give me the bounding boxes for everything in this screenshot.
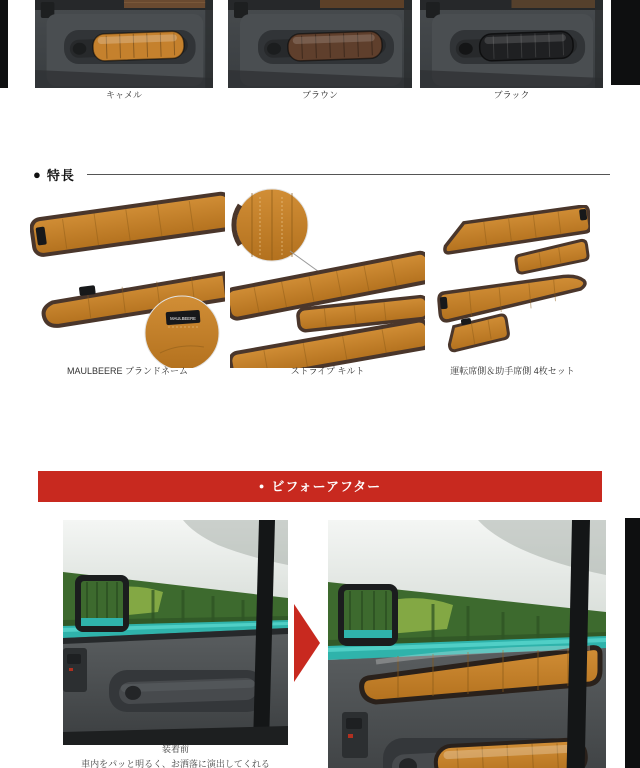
color-label-brown: ブラウン — [301, 90, 338, 100]
feature-photo-quilt — [230, 185, 425, 368]
after-photo-art — [328, 520, 606, 768]
door-photo-brown — [228, 0, 412, 88]
arrow-right-icon — [294, 604, 320, 682]
cropped-neighbor-image-left — [0, 0, 8, 88]
features-title: 特長 — [46, 168, 75, 183]
before-after-banner — [38, 471, 602, 502]
bullet-icon: ● — [258, 481, 266, 491]
banner-label: ビフォーアフター — [271, 479, 382, 494]
before-photo — [63, 520, 288, 745]
bullet-icon: ● — [33, 167, 41, 182]
color-label-camel: キャメル — [105, 90, 142, 100]
features-heading — [33, 165, 610, 184]
feature-caption-brandname: MAULBEERE ブランドネーム — [67, 366, 188, 376]
brand-tag-text: MAULBEERE — [170, 316, 196, 321]
feature-photo-set — [435, 205, 590, 355]
door-photo-black — [420, 0, 603, 88]
door-photo-camel — [35, 0, 213, 88]
before-after-description: 車内をパッと明るく、お洒落に演出してくれる — [81, 759, 270, 768]
before-caption: 装着前 — [161, 744, 189, 754]
heading-rule — [87, 174, 610, 175]
cropped-neighbor-image-right — [611, 0, 640, 85]
color-label-black: ブラック — [493, 90, 530, 100]
feature-photo-brandname — [30, 185, 225, 368]
feature-caption-quilt: ストライプ キルト — [290, 366, 365, 376]
after-photo — [328, 520, 606, 768]
feature-caption-set: 運転席側＆助手席側 4枚セット — [450, 366, 575, 376]
cropped-neighbor-image-bottom-right — [625, 518, 640, 768]
